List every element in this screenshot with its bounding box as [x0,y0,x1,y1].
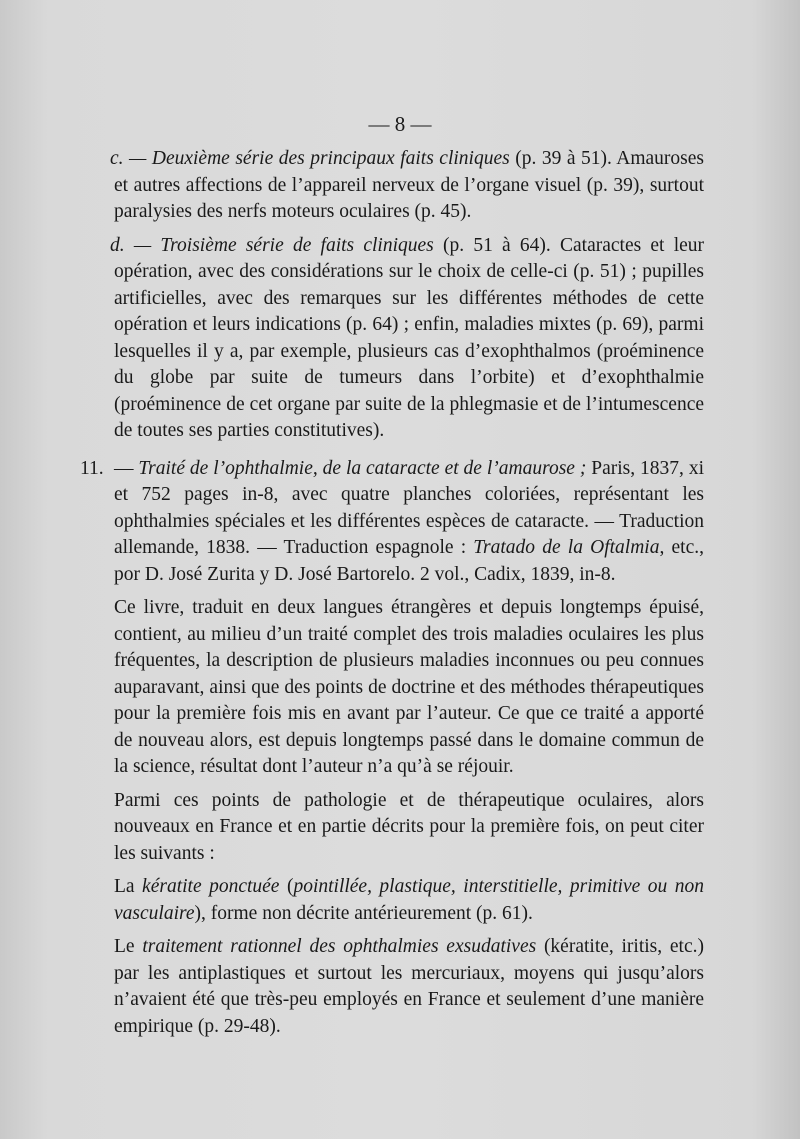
paragraph-d [110,233,705,445]
keratite-title: kératite ponctuée [142,876,280,897]
entry-text-2: , etc., por D. José Zurita y D. José Bartorelo. 2 vol., Cadix, 1839, in-8. [114,537,704,585]
page-number: — 8 — [368,112,432,136]
para-d-title: Troisième série de faits cliniques [160,234,434,256]
entry-title: Traité de l’ophthalmie, de la cataracte et de l’amaurose ; [138,457,587,479]
keratite-prefix: La [114,876,143,897]
bibliography-entry-11 [80,456,704,589]
keratite-paren: ( [279,876,294,897]
traitement-title: traitement rationnel des ophthalmies exsudatives [142,936,537,957]
para-c-title: Deuxième série des principaux faits cliniques [151,148,510,169]
para-d-text: (p. 51 à 64). Cataractes et leur opération, avec des considérations sur le choix de celle-ci (p. 51) ; pupilles artificielles, avec des remarques sur les différentes méthodes de cette opération et leurs indications (p. 64) ; enfin, maladies mixtes (p. 69), parmi lesquelles il y a, par exemple, plusieurs cas d’exophthalmos (proéminence du globe par suite de tumeurs dans l’orbite) et d’exophthalmie (proéminence de cet organe par suite de la phlegmasie et de l’intumescence de toutes ses parties constitutives). [114,234,705,441]
entry-title-es: Tratado de la Oftalmia [473,537,660,558]
paragraph-livre: Ce livre, traduit en deux langues étrangères et depuis longtemps épuisé, contient, au milieu d’un traité complet des trois maladies oculaires les plus fréquentes, la description de plusieurs maladies inconnues ou peu connues auparavant, ainsi que des points de doctrine et des méthodes thérapeutiques pour la première fois mis en avant par l’auteur. Ce que ce traité a apporté de nouveau alors, est depuis longtemps passé dans le domaine commun de la science, résultat dont l’auteur n’a qu’à se réjouir. [114,597,704,777]
para-d-label: d. — [110,234,161,256]
page-body [80,146,705,1040]
traitement-text: (kératite, iritis, etc.) par les antiplastiques et surtout les mercuriaux, moyens qui jusqu’alors n’avaient été que très-peu employés en France et seulement d’une manière empirique (p. 29-48). [114,936,704,1037]
para-c-text: (p. 39 à 51). Amauroses et autres affections de l’appareil nerveux de l’organe visuel (p. 39), surtout paralysies des nerfs moteurs oculaires (p. 45). [114,148,704,222]
paragraph-parmi: Parmi ces points de pathologie et de thérapeutique oculaires, alors nouveaux en France et en partie décrits pour la première fois, on peut citer les suivants : [114,789,704,864]
entry-dash: — [114,457,139,479]
traitement-prefix: Le [114,936,143,957]
keratite-variants: pointillée, plastique, interstitielle, primitive ou non vasculaire [114,876,704,924]
keratite-text: ), forme non décrite antérieurement (p. 61). [194,902,533,924]
paragraph-traitement [114,934,704,1040]
entry-text-1: Paris, 1837, xi et 752 pages in-8, avec quatre planches coloriées, représentant les ophthalmies spéciales et les différentes espèces de cataracte. — Traduction allemande, 1838. — Traduction espagnole : [114,457,704,558]
para-c-label: c. — [110,148,152,169]
paragraph-keratite [114,874,704,927]
entry-number: 11. [80,457,104,479]
paragraph-c [110,146,704,226]
